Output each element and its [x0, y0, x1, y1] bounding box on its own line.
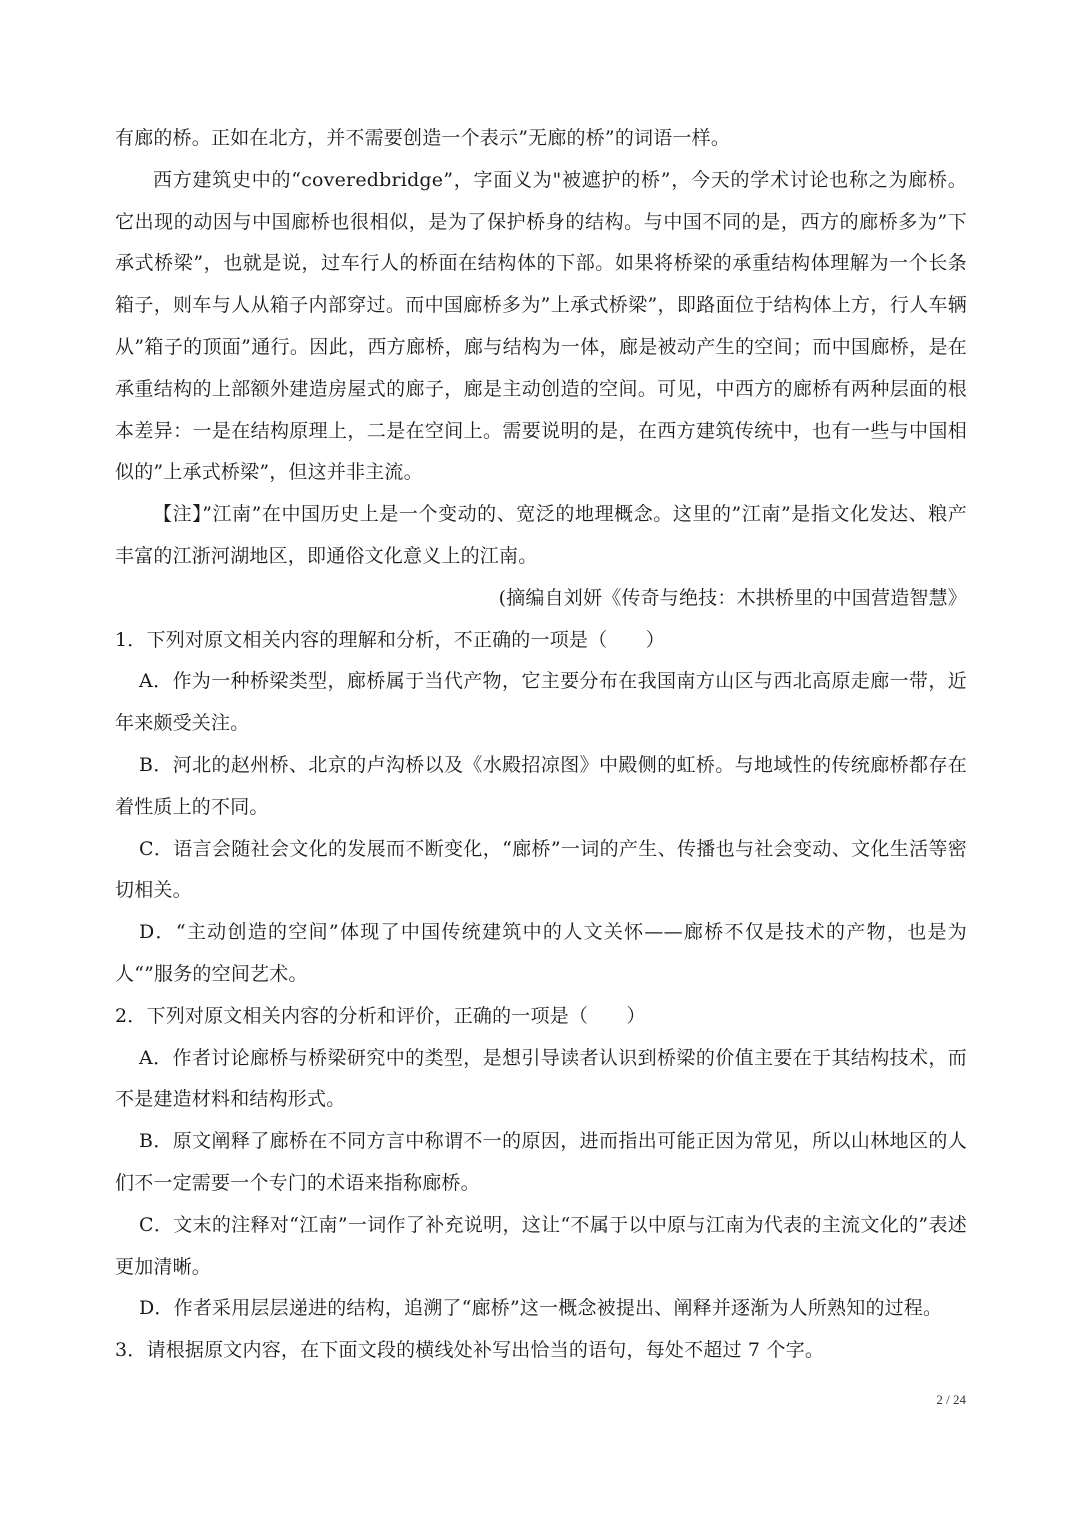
passage-paragraph: 西方建筑史中的“coveredbridge”，字面义为"被遮护的桥”，今天的学术讨论也称之为廊桥。它出现的动因与中国廊桥也很相似，是为了保护桥身的结构。与中国不同的是，西方的廊桥多为”下承式桥梁”，也就是说，过车行人的桥面在结构体的下部。如果将桥梁的承重结构体理解为一个长条箱子，则车与人从箱子内部穿过。而中国廊桥多为”上承式桥梁”，即路面位于结构体上方，行人车辆从”箱子的顶面”通行。因此，西方廊桥，廊与结构为一体，廊是被动产生的空间；而中国廊桥，是在承重结构的上部额外建造房屋式的廊子，廊是主动创造的空间。可见，中西方的廊桥有两种层面的根本差异：一是在结构原理上，二是在空间上。需要说明的是，在西方建筑传统中，也有一些与中国相似的”上承式桥梁”，但这并非主流。: [115, 168, 967, 484]
page-number: 2 / 24: [936, 1392, 966, 1407]
passage-paragraph: 有廊的桥。正如在北方，并不需要创造一个表示”无廊的桥”的词语一样。: [115, 127, 731, 149]
question-option: C．语言会随社会文化的发展而不断变化，“廊桥”一词的产生、传播也与社会变动、文化生活等密切相关。: [115, 837, 967, 902]
question-stem: 2．下列对原文相关内容的分析和评价，正确的一项是（ ）: [115, 1004, 646, 1027]
question-option: D．“主动创造的空间”体现了中国传统建筑中的人文关怀——廊桥不仅是技术的产物，也是为人“”服务的空间艺术。: [115, 921, 967, 985]
question-stem: 3．请根据原文内容，在下面文段的横线处补写出恰当的语句，每处不超过 7 个字。: [115, 1339, 825, 1362]
passage-note: 【注】”江南”在中国历史上是一个变动的、宽泛的地理概念。这里的”江南”是指文化发达、粮产丰富的江浙河湖地区，即通俗文化意义上的江南。: [115, 503, 967, 567]
question-option: B．河北的赵州桥、北京的卢沟桥以及《水殿招凉图》中殿侧的虹桥。与地域性的传统廊桥都存在着性质上的不同。: [115, 753, 967, 818]
question-stem: 1．下列对原文相关内容的理解和分析，不正确的一项是（ ）: [115, 628, 665, 651]
question-option: C．文末的注释对“江南”一词作了补充说明，这让“不属于以中原与江南为代表的主流文化的”表述更加清晰。: [115, 1213, 967, 1278]
question-option: A．作者讨论廊桥与桥梁研究中的类型，是想引导读者认识到桥梁的价值主要在于其结构技术，而不是建造材料和结构形式。: [115, 1046, 967, 1111]
question-option: A．作为一种桥梁类型，廊桥属于当代产物，它主要分布在我国南方山区与西北高原走廊一带，近年来颇受关注。: [115, 670, 967, 735]
question-option: B．原文阐释了廊桥在不同方言中称谓不一的原因，进而指出可能正因为常见，所以山林地区的人们不一定需要一个专门的术语来指称廊桥。: [115, 1130, 967, 1194]
passage-source: (摘编自刘妍《传奇与绝技：木拱桥里的中国营造智慧》: [498, 586, 967, 609]
document-page: [115, 118, 967, 1372]
question-option: D．作者采用层层递进的结构，追溯了“廊桥”这一概念被提出、阐释并逐渐为人所熟知的过程。: [139, 1297, 943, 1320]
